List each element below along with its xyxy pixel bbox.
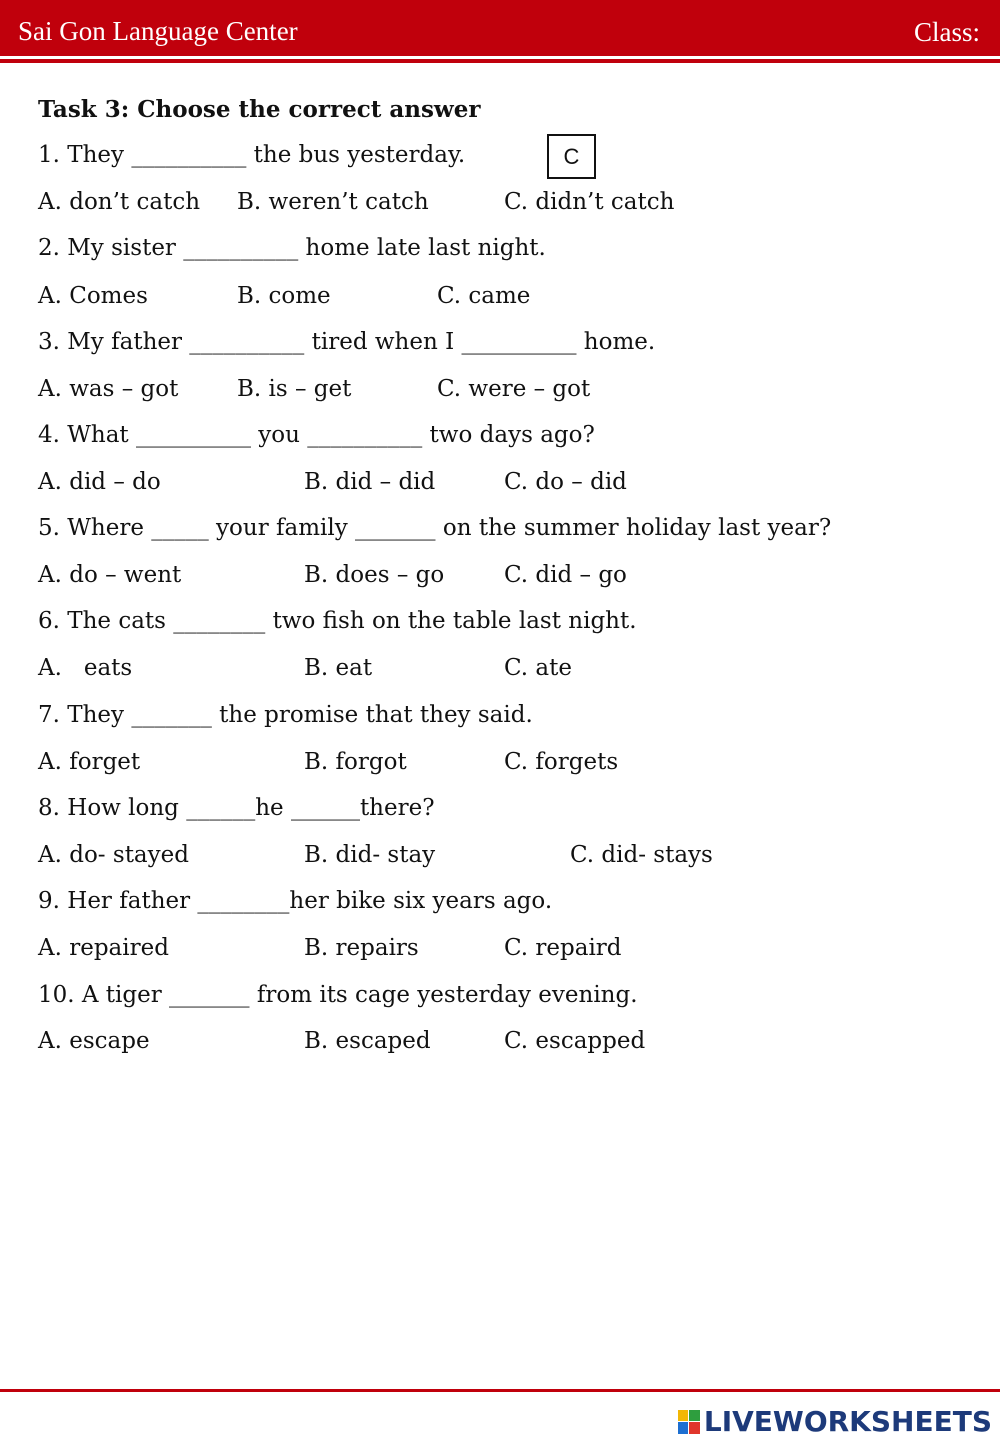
option-4c: C. do – did <box>504 469 627 495</box>
question-5: 5. Where _____ your family _______ on the summer holiday last year? <box>38 515 832 541</box>
question-6: 6. The cats ________ two fish on the table last night. <box>38 608 637 634</box>
option-3b: B. is – get <box>237 376 352 402</box>
option-8b: B. did- stay <box>304 842 436 868</box>
question-2: 2. My sister __________ home late last night. <box>38 235 546 261</box>
option-3a: A. was – got <box>38 376 179 402</box>
school-name: Sai Gon Language Center <box>18 16 298 46</box>
option-3c: C. were – got <box>437 376 591 402</box>
option-4a: A. did – do <box>38 469 161 495</box>
option-8a: A. do- stayed <box>38 842 189 868</box>
question-4: 4. What __________ you __________ two days ago? <box>38 422 595 448</box>
option-5a: A. do – went <box>38 562 182 588</box>
option-4b: B. did – did <box>304 469 436 495</box>
option-9a: A. repaired <box>38 935 169 961</box>
task-title: Task 3: Choose the correct answer <box>38 96 481 123</box>
option-1b: B. weren’t catch <box>237 189 429 215</box>
class-label: Class: <box>913 17 980 47</box>
option-8c: C. did- stays <box>570 842 713 868</box>
question-1: 1. They __________ the bus yesterday. <box>38 142 466 168</box>
option-1c: C. didn’t catch <box>504 189 675 215</box>
option-6c: C. ate <box>504 655 572 681</box>
option-10b: B. escaped <box>304 1028 431 1054</box>
option-9c: C. repaird <box>504 935 622 961</box>
option-9b: B. repairs <box>304 935 419 961</box>
option-6b: B. eat <box>304 655 373 681</box>
question-3: 3. My father __________ tired when I __________ home. <box>38 329 656 355</box>
header-rule <box>0 59 1000 63</box>
option-7b: B. forgot <box>304 749 407 775</box>
question-10: 10. A tiger _______ from its cage yesterday evening. <box>38 982 638 1008</box>
option-7a: A. forget <box>38 749 141 775</box>
option-6a: A. eats <box>38 655 133 681</box>
brand-text: LIVEWORKSHEETS <box>703 1405 992 1438</box>
question-8: 8. How long ______he ______there? <box>38 795 435 821</box>
question-9: 9. Her father ________her bike six years ago. <box>38 888 553 914</box>
liveworksheets-logo-icon <box>678 1410 700 1434</box>
option-5c: C. did – go <box>504 562 627 588</box>
question-7: 7. They _______ the promise that they said. <box>38 702 533 728</box>
header-bar <box>0 0 1000 56</box>
option-2b: B. come <box>237 283 331 309</box>
answer-input[interactable]: C <box>547 134 596 179</box>
option-2c: C. came <box>437 283 531 309</box>
option-10a: A. escape <box>38 1028 150 1054</box>
liveworksheets-brand <box>678 1405 992 1438</box>
option-1a: A. don’t catch <box>38 189 201 215</box>
footer-rule <box>0 1389 1000 1392</box>
option-2a: A. Comes <box>38 283 148 309</box>
option-10c: C. escapped <box>504 1028 646 1054</box>
option-5b: B. does – go <box>304 562 445 588</box>
option-7c: C. forgets <box>504 749 619 775</box>
